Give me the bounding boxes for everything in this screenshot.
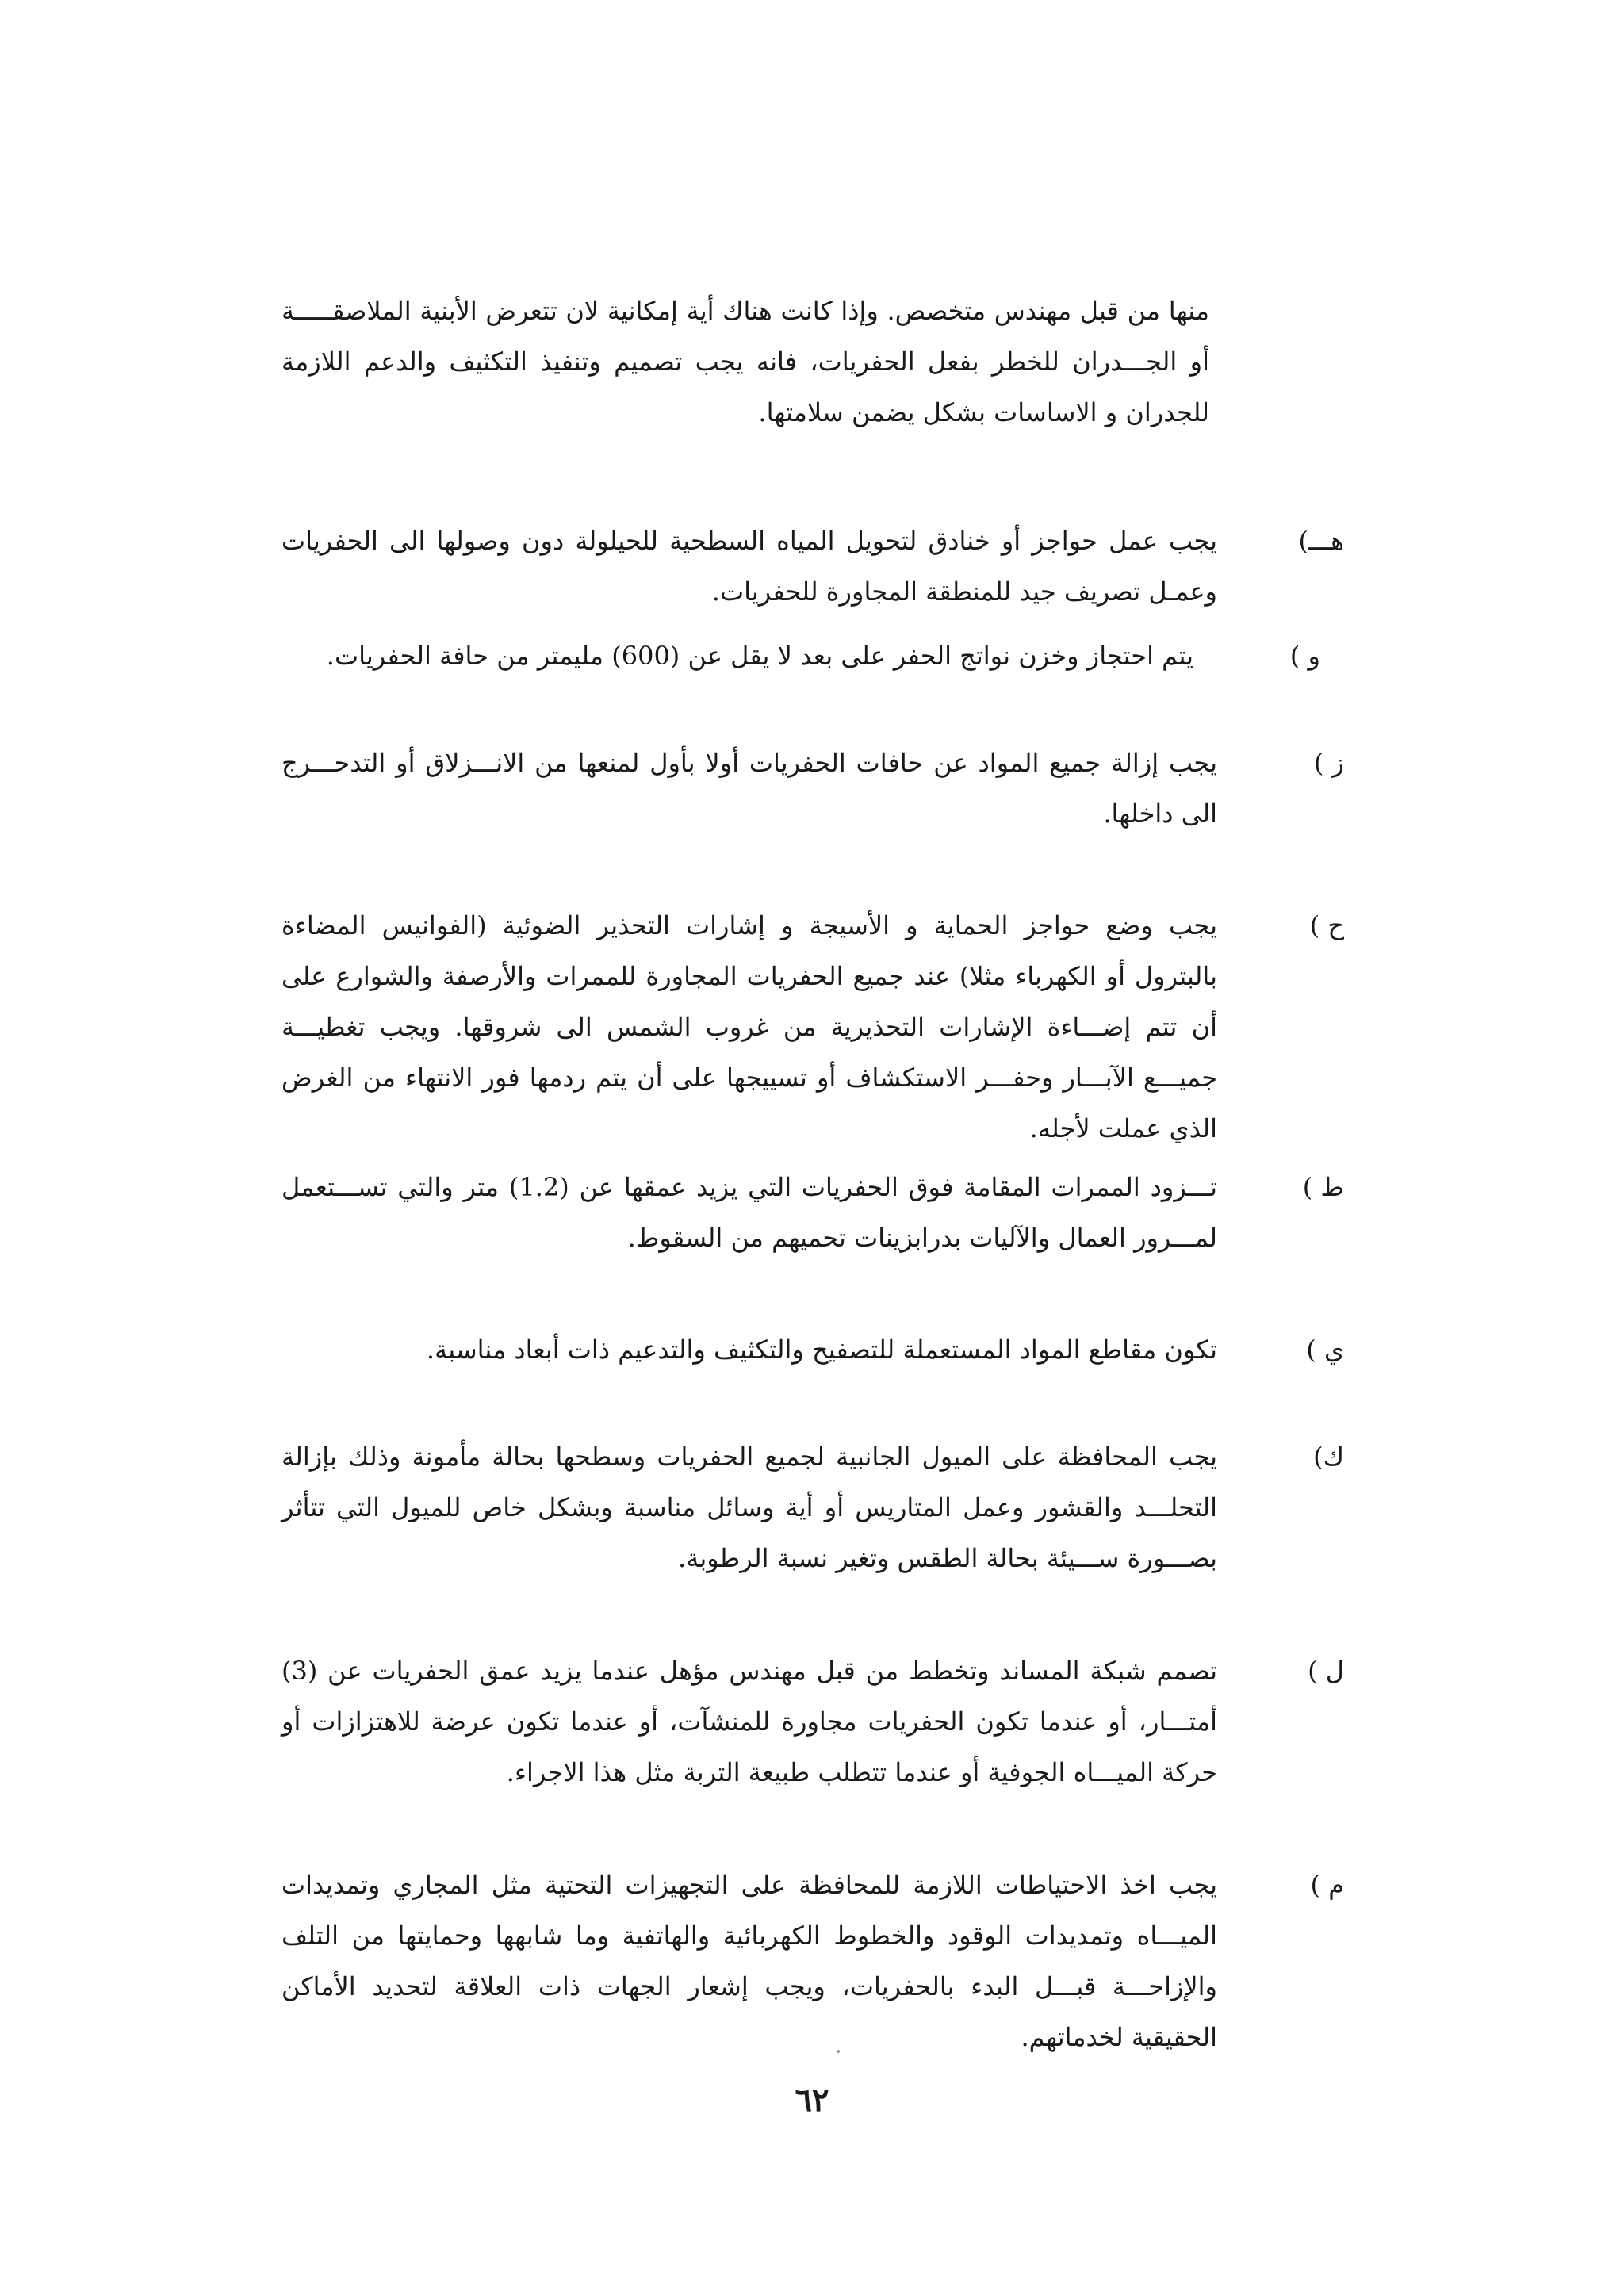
item-marker: ز )	[1313, 748, 1344, 778]
item-text: يتم احتجاز وخزن نواتج الحفر على بعد لا يقل عن (600) مليمتر من حافة الحفريات.	[326, 641, 1193, 671]
scan-dot	[837, 2050, 840, 2053]
item-marker: ح )	[1309, 910, 1344, 940]
intro-paragraph: منها من قبل مهندس متخصص. وإذا كانت هناك أية إمكانية لان تتعرض الأبنية الملاصقـــــة أو الجـــدران للخطر بفعل الحفريات، فانه يجب تصميم وتنفيذ التكثيف والدعم اللازمة للجدران و الاساسات بشكل يضمن سلامتها.	[282, 296, 1209, 427]
item-text: يجب عمل حواجز أو خنادق لتحويل المياه السطحية للحيلولة دون وصولها الى الحفريات وعمـل تصريف جيد للمنطقة المجاورة للحفريات.	[282, 526, 1217, 607]
item-text: تـــزود الممرات المقامة فوق الحفريات التي يزيد عمقها عن (1.2) متر والتي تســـتعمل لمـــرور العمال والآليات بدرابزينات تحميهم من السقوط.	[282, 1172, 1218, 1253]
list-item-kaf	[282, 1431, 1344, 1584]
list-item-mim	[282, 1859, 1344, 2062]
item-marker: ل )	[1308, 1656, 1344, 1686]
item-text: تكون مقاطع المواد المستعملة للتصفيح والتكثيف والتدعيم ذات أبعاد مناسبة.	[426, 1335, 1217, 1365]
item-text: يجب المحافظة على الميول الجانبية لجميع الحفريات وسطحها بحالة مأمونة وذلك بإزالة التحلـــد والقشور وعمل المتاريس أو أية وسائل مناسبة وبشكل خاص للميول التي تتأثر بصـــورة ســـيئة بحالة الطقس وتغير نسبة الرطوبة.	[282, 1442, 1217, 1573]
item-marker: و )	[1289, 641, 1320, 671]
item-text: يجب اخذ الاحتياطات اللازمة للمحافظة على التجهيزات التحتية مثل المجاري وتمديدات الميـــاه وتمديدات الوقود والخطوط الكهربائية والهاتفية وما شابهها وحمايتها من التلف والإزاحـــة قبـــل البدء بالحفريات، ويجب إشعار الجهات ذات العلاقة لتحديد الأماكن الحقيقية لخدماتهم.	[282, 1870, 1218, 2052]
item-text: يجب وضع حواجز الحماية و الأسيجة و إشارات التحذير الضوئية (الفوانيس المضاءة بالبترول أو الكهرباء مثلا) عند جميع الحفريات المجاورة للممرات والأرصفة والشوارع على أن تتم إضـــاءة الإشارات التحذيرية من غروب الشمس الى شروقها. ويجب تغطيـــة جميـــع الآبـــار وحفـــر الاستكشاف أو تسييجها على أن يتم ردمها فور الانتهاء من الغرض الذي عملت لأجله.	[282, 910, 1218, 1143]
item-marker: م )	[1310, 1870, 1344, 1900]
item-text: تصمم شبكة المساند وتخطط من قبل مهندس مؤهل عندما يزيد عمق الحفريات عن (3) أمتـــار، أو عندما تكون الحفريات مجاورة للمنشآت، أو عندما تكون عرضة للاهتزازات أو حركة الميـــاه الجوفية أو عندما تتطلب طبيعة التربة مثل هذا الاجراء.	[282, 1656, 1217, 1787]
item-marker: ك)	[1313, 1442, 1344, 1472]
list-item-ha	[282, 515, 1344, 617]
list-item-ta	[282, 1162, 1344, 1263]
list-item-lam	[282, 1645, 1344, 1798]
list-item-zay	[282, 737, 1344, 839]
list-item-ha2	[282, 900, 1344, 1154]
list-item-waw	[282, 630, 1344, 681]
page-number: ٦٢	[795, 2081, 829, 2119]
item-marker: ط )	[1302, 1172, 1344, 1202]
item-marker: هـــ)	[1298, 526, 1344, 556]
list-item-ya	[282, 1324, 1344, 1375]
item-text: يجب إزالة جميع المواد عن حافات الحفريات أولا بأول لمنعها من الانـــزلاق أو التدحـــرج الى داخلها.	[282, 748, 1217, 829]
item-marker: ي )	[1306, 1335, 1344, 1365]
